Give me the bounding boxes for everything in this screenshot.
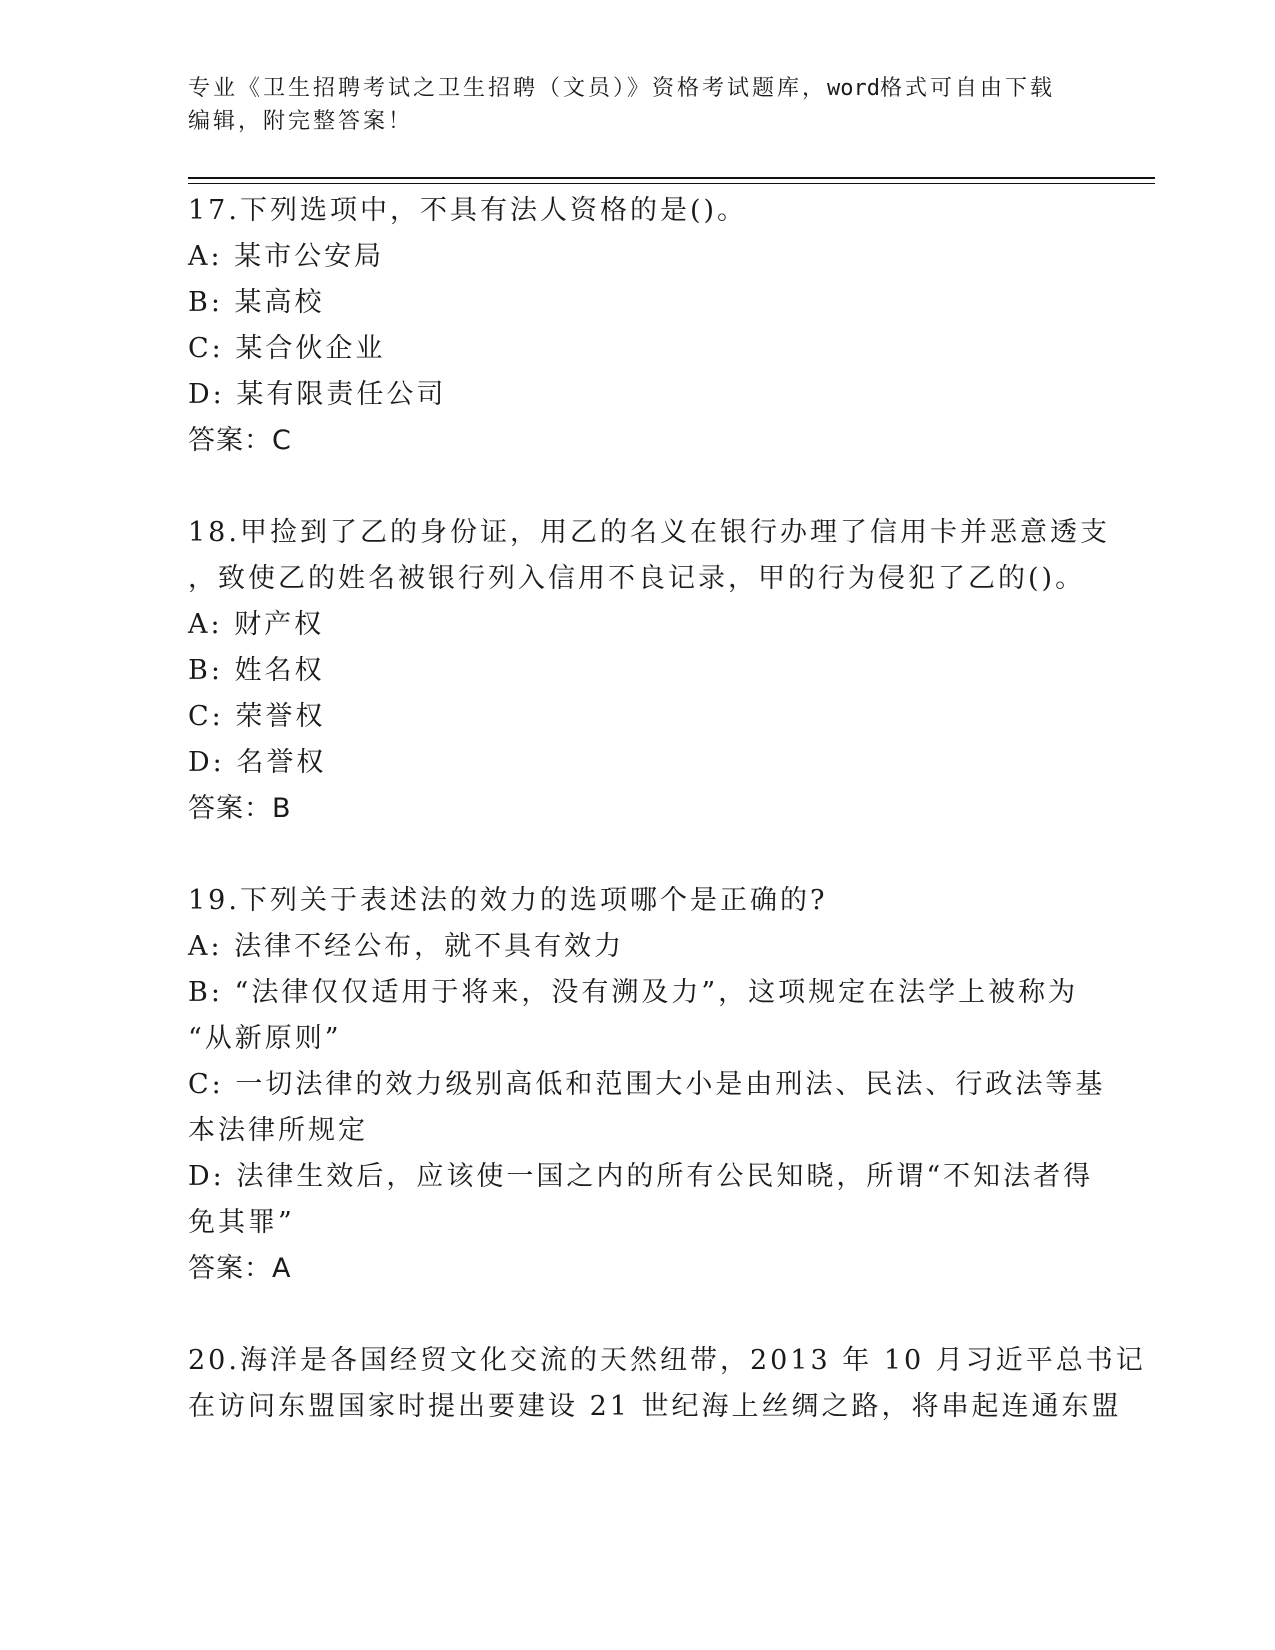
option-c: C: 荣誉权 — [188, 701, 326, 732]
option-b: B: 姓名权 — [188, 655, 325, 686]
option-c: C: 某合伙企业 — [188, 333, 386, 364]
question-stem-line-1: 20.海洋是各国经贸文化交流的天然纽带，2013 年 10 月习近平总书记 — [188, 1345, 1146, 1376]
option-d-line-1: D: 法律生效后，应该使一国之内的所有公民知晓，所谓“不知法者得 — [188, 1161, 1094, 1192]
option-d: D: 某有限责任公司 — [188, 379, 447, 410]
option-a: A: 财产权 — [188, 609, 325, 640]
question-stem-line-1: 18.甲捡到了乙的身份证，用乙的名义在银行办理了信用卡并恶意透支 — [188, 517, 1110, 548]
option-b: B: 某高校 — [188, 287, 325, 318]
option-a: A: 某市公安局 — [188, 241, 385, 272]
question-19 — [188, 878, 1106, 1292]
option-b-line-2: “从新原则” — [188, 1023, 342, 1054]
question-list — [188, 188, 1146, 1476]
question-17 — [188, 188, 1078, 464]
question-stem: 19.下列关于表述法的效力的选项哪个是正确的? — [188, 885, 828, 916]
question-stem-line-2: ，致使乙的姓名被银行列入信用不良记录，甲的行为侵犯了乙的()。 — [188, 563, 1086, 594]
answer-label: 答案：B — [188, 793, 292, 824]
header-word-text: word — [827, 76, 880, 101]
question-stem: 17.下列选项中，不具有法人资格的是()。 — [188, 195, 748, 226]
option-c-line-1: C: 一切法律的效力级别高低和范围大小是由刑法、民法、行政法等基 — [188, 1069, 1106, 1100]
option-a: A: 法律不经公布，就不具有效力 — [188, 931, 625, 962]
header-intro-text-2: 格式可自由下载编辑，附完整答案！ — [188, 76, 1056, 134]
question-stem-line-2: 在访问东盟国家时提出要建设 21 世纪海上丝绸之路，将串起连通东盟 — [188, 1391, 1122, 1422]
option-c-line-2: 本法律所规定 — [188, 1115, 368, 1146]
answer-label: 答案：A — [188, 1253, 292, 1284]
question-18 — [188, 510, 1110, 832]
answer-label: 答案：C — [188, 425, 292, 456]
header-divider-thin — [188, 183, 1155, 184]
header-divider-thick — [188, 177, 1155, 179]
option-b-line-1: B: “法律仅仅适用于将来，没有溯及力”，这项规定在法学上被称为 — [188, 977, 1079, 1008]
option-d-line-2: 免其罪” — [188, 1207, 295, 1238]
header-intro-text: 专业《卫生招聘考试之卫生招聘（文员）》资格考试题库， — [188, 76, 828, 101]
question-20 — [188, 1338, 1146, 1430]
option-d: D: 名誉权 — [188, 747, 327, 778]
document-header — [188, 72, 1068, 138]
